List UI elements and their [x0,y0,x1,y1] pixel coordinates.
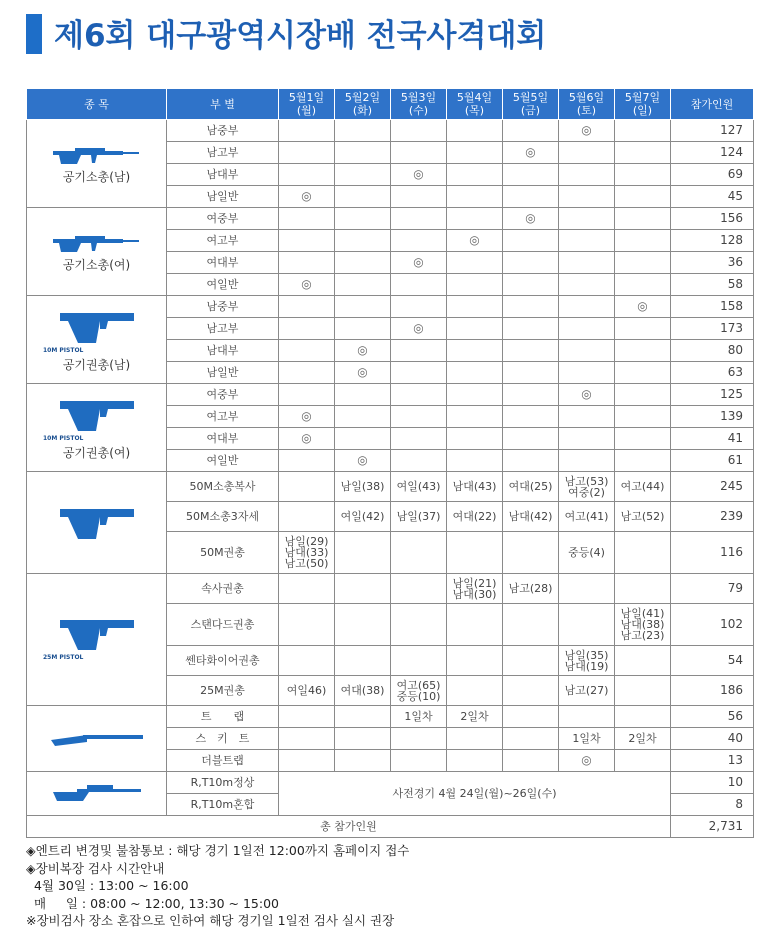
count-cell: 139 [671,406,754,428]
day-cell [335,428,391,450]
day-cell [335,186,391,208]
day-cell [559,450,615,472]
day-cell [279,340,335,362]
day-cell: ◎ [559,120,615,142]
day-cell [447,318,503,340]
day-cell [615,164,671,186]
header-day-1: 5월1일 (월) [279,89,335,120]
day-cell: ◎ [279,186,335,208]
category-25m [27,574,167,706]
day-cell [559,208,615,230]
count-cell: 63 [671,362,754,384]
day-cell [391,120,447,142]
day-cell: ◎ [559,384,615,406]
total-row [27,816,754,838]
day-cell [447,362,503,384]
day-cell [503,296,559,318]
day-cell [447,406,503,428]
pistol-icon [54,505,140,541]
day-cell [615,340,671,362]
day-cell: 남일(21) 남대(30) [447,574,503,604]
pistol-caption: 10M PISTOL [43,346,84,354]
header-day-4: 5월4일 (목) [447,89,503,120]
pistol-caption: 25M PISTOL [43,654,84,661]
day-cell [559,252,615,274]
day-cell [447,646,503,676]
note-line: 매 일 : 08:00 ~ 12:00, 13:30 ~ 15:00 [26,895,280,911]
count-cell: 80 [671,340,754,362]
event-cell: 50M소총3자세 [167,502,279,532]
day-cell [559,186,615,208]
day-cell: ◎ [615,296,671,318]
day-cell [279,750,335,772]
count-cell: 79 [671,574,754,604]
day-cell [391,362,447,384]
day-cell [279,296,335,318]
day-cell: 여대(38) [335,676,391,706]
title-accent-bar [26,14,42,54]
day-cell [391,406,447,428]
count-cell: 58 [671,274,754,296]
notes [26,842,409,930]
day-cell [447,164,503,186]
event-cell: 여고부 [167,230,279,252]
header-day-5: 5월5일 (금) [503,89,559,120]
day-cell: ◎ [279,406,335,428]
note-line: ◈장비복장 검사 시간안내 [26,860,165,876]
note-line: ※장비검사 장소 혼잡으로 인하여 해당 경기일 1일전 검사 실시 권장 [26,913,395,928]
day-cell: ◎ [503,208,559,230]
event-cell: 스 키 트 [167,728,279,750]
day-cell: 남일(29) 남대(33) 남고(50) [279,532,335,574]
day-cell [335,750,391,772]
day-cell [447,532,503,574]
event-cell: 남고부 [167,142,279,164]
category-running-target [27,772,167,816]
day-cell [615,186,671,208]
day-cell: ◎ [559,750,615,772]
event-cell: 더블트랩 [167,750,279,772]
day-cell [615,142,671,164]
day-cell: 남일(41) 남대(38) 남고(23) [615,604,671,646]
day-cell [279,450,335,472]
event-cell: 남일반 [167,362,279,384]
count-cell: 10 [671,772,754,794]
category-air-rifle-men [27,120,167,208]
day-cell: 2일차 [447,706,503,728]
event-cell: 여중부 [167,384,279,406]
day-cell [615,706,671,728]
day-cell [447,340,503,362]
event-cell: 25M권총 [167,676,279,706]
count-cell: 40 [671,728,754,750]
event-cell: 50M소총복사 [167,472,279,502]
day-cell [615,646,671,676]
day-cell [447,428,503,450]
day-cell: ◎ [447,230,503,252]
day-cell: 남고(52) [615,502,671,532]
day-cell [503,728,559,750]
day-cell [503,450,559,472]
day-cell [391,604,447,646]
note-line: 4월 30일 : 13:00 ~ 16:00 [26,878,189,893]
day-cell [503,532,559,574]
day-cell: ◎ [391,164,447,186]
day-cell: 여일46) [279,676,335,706]
table-row [27,384,754,406]
day-cell [279,384,335,406]
header-day-3: 5월3일 (수) [391,89,447,120]
day-cell [559,340,615,362]
total-label: 총 참가인원 [27,816,671,838]
day-cell [279,164,335,186]
day-cell: 여대(22) [447,502,503,532]
table-row [27,706,754,728]
count-cell: 41 [671,428,754,450]
day-cell [503,604,559,646]
day-cell [447,750,503,772]
day-cell [503,274,559,296]
count-cell: 13 [671,750,754,772]
day-cell [503,318,559,340]
day-cell [447,384,503,406]
event-cell: 남대부 [167,164,279,186]
event-cell: 쎈타화이어권총 [167,646,279,676]
category-air-pistol-women [27,384,167,472]
table-row [27,120,754,142]
day-cell: 중등(4) [559,532,615,574]
count-cell: 69 [671,164,754,186]
header-day-7: 5월7일 (일) [615,89,671,120]
day-cell [559,142,615,164]
day-cell [335,164,391,186]
day-cell [447,604,503,646]
count-cell: 173 [671,318,754,340]
day-cell: 여일(43) [391,472,447,502]
day-cell [615,450,671,472]
day-cell [279,646,335,676]
count-cell: 156 [671,208,754,230]
day-cell [447,274,503,296]
day-cell [503,164,559,186]
day-cell [335,252,391,274]
pre-event-cell: 사전경기 4월 24일(월)~26일(수) [279,772,671,816]
day-cell [615,532,671,574]
day-cell: ◎ [279,428,335,450]
day-cell [391,574,447,604]
day-cell: 남일(37) [391,502,447,532]
table-row [27,472,754,502]
event-cell: 남일반 [167,186,279,208]
day-cell: 남고(53) 여중(2) [559,472,615,502]
pistol-icon [54,616,140,652]
day-cell [279,574,335,604]
event-cell: 여일반 [167,274,279,296]
day-cell [503,362,559,384]
count-cell: 36 [671,252,754,274]
day-cell [447,728,503,750]
day-cell: ◎ [391,318,447,340]
category-label: 공기권총(남) [62,357,131,372]
count-cell: 8 [671,794,754,816]
pistol-caption: 10M PISTOL [43,434,84,442]
header-row [27,89,754,120]
day-cell [559,164,615,186]
day-cell [335,142,391,164]
day-cell: 여일(42) [335,502,391,532]
day-cell [615,230,671,252]
day-cell [391,384,447,406]
category-label: 공기소총(여) [62,258,131,272]
day-cell [559,604,615,646]
day-cell [615,574,671,604]
day-cell: 남고(28) [503,574,559,604]
day-cell: 여고(41) [559,502,615,532]
event-cell: 50M권총 [167,532,279,574]
day-cell [335,384,391,406]
day-cell [615,406,671,428]
count-cell: 125 [671,384,754,406]
day-cell [447,450,503,472]
day-cell [559,574,615,604]
day-cell [503,646,559,676]
day-cell: ◎ [503,142,559,164]
day-cell [503,252,559,274]
day-cell: 남일(35) 남대(19) [559,646,615,676]
count-cell: 128 [671,230,754,252]
day-cell [447,142,503,164]
day-cell: 남대(43) [447,472,503,502]
day-cell [559,318,615,340]
day-cell [335,706,391,728]
day-cell [559,274,615,296]
event-cell: 트 랩 [167,706,279,728]
day-cell: 여고(44) [615,472,671,502]
day-cell [615,120,671,142]
total-count: 2,731 [671,816,754,838]
count-cell: 102 [671,604,754,646]
day-cell [503,676,559,706]
day-cell [335,532,391,574]
header-day-6: 5월6일 (토) [559,89,615,120]
day-cell [503,384,559,406]
event-cell: 남중부 [167,296,279,318]
day-cell [503,706,559,728]
day-cell [615,676,671,706]
day-cell [279,728,335,750]
day-cell [391,728,447,750]
event-cell: 여고부 [167,406,279,428]
day-cell: ◎ [335,450,391,472]
event-cell: 여대부 [167,428,279,450]
count-cell: 245 [671,472,754,502]
day-cell [335,296,391,318]
day-cell [503,750,559,772]
category-air-rifle-women [27,208,167,296]
air-rifle-icon [51,232,143,256]
day-cell: 여대(25) [503,472,559,502]
day-cell: ◎ [279,274,335,296]
day-cell [279,120,335,142]
schedule-table [26,88,754,838]
count-cell: 186 [671,676,754,706]
category-50m [27,472,167,574]
day-cell [503,340,559,362]
header-division: 부 별 [167,89,279,120]
event-cell: 남대부 [167,340,279,362]
day-cell [503,230,559,252]
event-cell: 스탠다드권총 [167,604,279,646]
day-cell [335,230,391,252]
note-line: ◈엔트리 변경및 불참통보 : 해당 경기 1일전 12:00까지 홈페이지 접수 [26,843,410,858]
day-cell [279,252,335,274]
day-cell [335,120,391,142]
day-cell [391,532,447,574]
header-category: 종 목 [27,89,167,120]
day-cell [279,142,335,164]
day-cell [391,296,447,318]
day-cell [335,274,391,296]
day-cell [503,120,559,142]
day-cell: 2일차 [615,728,671,750]
event-cell: 남중부 [167,120,279,142]
day-cell [391,340,447,362]
day-cell [615,362,671,384]
event-cell: 속사권총 [167,574,279,604]
count-cell: 239 [671,502,754,532]
event-cell: 여중부 [167,208,279,230]
day-cell [335,728,391,750]
day-cell [559,406,615,428]
header-day-2: 5월2일 (화) [335,89,391,120]
day-cell [447,252,503,274]
day-cell [503,428,559,450]
category-label: 공기권총(여) [62,445,131,460]
day-cell [615,318,671,340]
day-cell [279,362,335,384]
day-cell [615,384,671,406]
day-cell [391,428,447,450]
day-cell [279,604,335,646]
event-cell: 남고부 [167,318,279,340]
count-cell: 116 [671,532,754,574]
count-cell: 127 [671,120,754,142]
day-cell [391,274,447,296]
table-row [27,296,754,318]
day-cell [391,230,447,252]
day-cell [559,230,615,252]
table-row [27,772,754,794]
day-cell [391,208,447,230]
day-cell [615,750,671,772]
day-cell [447,676,503,706]
day-cell [503,186,559,208]
count-cell: 54 [671,646,754,676]
day-cell [335,406,391,428]
day-cell: ◎ [391,252,447,274]
air-rifle-icon [51,144,143,168]
header-count: 참가인원 [671,89,754,120]
day-cell [447,186,503,208]
day-cell [391,450,447,472]
category-shotgun [27,706,167,772]
day-cell [615,274,671,296]
day-cell: 남대(42) [503,502,559,532]
day-cell: 여고(65) 중등(10) [391,676,447,706]
day-cell [615,428,671,450]
day-cell [447,120,503,142]
count-cell: 56 [671,706,754,728]
count-cell: 61 [671,450,754,472]
event-cell: 여일반 [167,450,279,472]
day-cell [447,296,503,318]
day-cell [559,296,615,318]
day-cell [559,706,615,728]
day-cell [279,502,335,532]
day-cell: 1일차 [391,706,447,728]
day-cell [279,706,335,728]
day-cell: 1일차 [559,728,615,750]
pistol-icon [54,397,140,433]
day-cell [615,252,671,274]
day-cell [447,208,503,230]
day-cell [335,318,391,340]
day-cell [559,428,615,450]
day-cell [615,208,671,230]
day-cell [391,750,447,772]
shotgun-icon [49,730,145,748]
table-row [27,574,754,604]
day-cell: 남일(38) [335,472,391,502]
day-cell [503,406,559,428]
count-cell: 158 [671,296,754,318]
day-cell: ◎ [335,362,391,384]
count-cell: 45 [671,186,754,208]
day-cell [391,646,447,676]
pistol-icon [54,309,140,345]
day-cell [279,472,335,502]
day-cell [279,318,335,340]
day-cell [279,208,335,230]
day-cell: 남고(27) [559,676,615,706]
running-target-rifle-icon [49,784,145,804]
day-cell [335,574,391,604]
day-cell [335,208,391,230]
table-row [27,208,754,230]
day-cell [279,230,335,252]
event-cell: 여대부 [167,252,279,274]
day-cell [559,362,615,384]
count-cell: 124 [671,142,754,164]
day-cell [391,142,447,164]
day-cell [335,646,391,676]
day-cell [335,604,391,646]
event-cell: R,T10m정상 [167,772,279,794]
page-title: 제6회 대구광역시장배 전국사격대회 [54,18,547,54]
category-air-pistol-men [27,296,167,384]
day-cell [391,186,447,208]
category-label: 공기소총(남) [62,170,131,184]
event-cell: R,T10m혼합 [167,794,279,816]
day-cell: ◎ [335,340,391,362]
